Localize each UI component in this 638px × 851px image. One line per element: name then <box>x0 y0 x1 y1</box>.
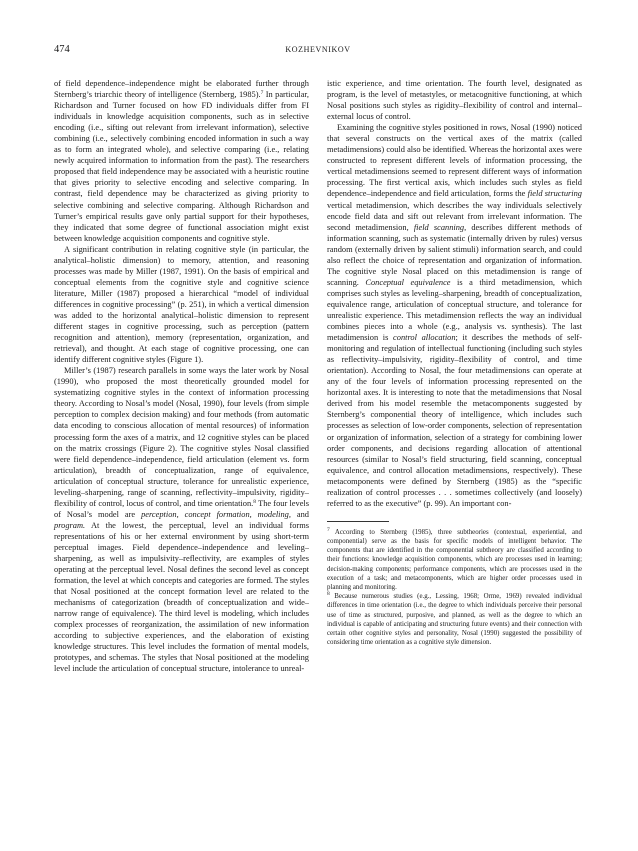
footnote-ref-8: 8 <box>253 498 257 505</box>
footnote-8: $^8$ Because numerous studies (e.g., Lessing, 1968; Orme, 1969) revealed individual differences in time orientation (i.e., the degree to which individuals perceive their personal use of time as structured, purposive, and planned, as well as the degree to which an individual is capable of anticipating and structuring future events) and their connection with certain other cognitive styles and personality, Nosal (1990) suggested the possibility of considering time orientation as a cognitive style dimension. <box>327 591 582 647</box>
left-column <box>54 78 309 675</box>
footnote-rule <box>327 521 389 522</box>
footnotes <box>327 521 582 648</box>
page-header <box>54 44 582 60</box>
paragraph: istic experience, and time orientation. The fourth level, designated as program, is the level of metastyles, or metacognitive functioning, at which Nosal positions such styles as rigidity–flexibility of control and internal–external locus of control. <box>327 79 582 122</box>
paragraph: Examining the cognitive styles positioned in rows, Nosal (1990) noticed that several constructs on the vertical axes of the matrix (called metadimensions) could also be identified. Whereas the horizontal axes were constructed to represent different levels of information processing, the vertical metadimensions seemed to represent different ways of information processing. The first vertical axis, which includes such styles as field dependence–independence and field articulation, forms the field structuring vertical metadimension, which describes the way individuals selectively encode field data and sift out relevant from irrelevant information. The second metadimension, field scanning, describes different methods of information scanning, such as systematic (internally driven by rules) versus random (externally driven by salient stimuli) information search, and could also reflect the choice of representation and organization of information. The cognitive style Nosal placed on this metadimension is range of scanning. Conceptual equivalence is a third metadimension, which comprises such styles as leveling–sharpening, breadth of conceptualization, equivalence range, articulation of conceptual structure, and tolerance for unrealistic experience. This metadimension reflects the way an individual combines pieces into a whole (e.g., analysis vs. synthesis). The last metadimension is control allocation; it describes the methods of self-monitoring and regulation of intellectual functioning (including such styles as reflectivity–impulsivity, rigidity–flexibility of control, and time orientation). According to Nosal, the four metadimensions can operate at any of the four levels of information processing represented on the horizontal axes. It is interesting to note that the metadimensions that Nosal derived from his model resemble the metacomponents suggested by Sternberg’s componential theory of intelligence, which includes such processes as selection of low-order components, selection of representation or organization of information, selection of a strategy for combining lower order components, and decisions regarding allocation of attentional resources (similar to Nosal’s field structuring, field scanning, conceptual equivalence, and control allocation metadimensions, respectively). These metacomponents were defined by Sternberg (1985) as the “specific realization of control processes . . . sometimes collectively (and loosely) referred to as the executive” (p. 99). An important con- <box>327 123 582 508</box>
paragraph: Miller’s (1987) research parallels in some ways the later work by Nosal (1990), who proposed the most theoretically grounded model for systematizing cognitive styles in the context of information processing theory. According to Nosal’s model (Nosal, 1990), four levels (from simple perception to complex decision making) and four methods (from automatic data encoding to conscious allocation of mental resources) of information processing form the axes of a matrix, and 12 cognitive styles can be placed on the matrix crossings (Figure 2). The cognitive styles Nosal classified were field dependence–independence, field articulation (element vs. form articulation), breadth of conceptualization, range of equivalence, articulation of conceptual structure, tolerance for unrealistic experience, leveling–sharpening, range of scanning, reflectivity–impulsivity, rigidity–flexibility of control, locus of control, and time orientation.$^8$ The four levels of Nosal’s model are perception, concept formation, modeling, and program. At the lowest, the perceptual, level an individual forms representations of his or her external environment by using short-term perceptual images. Field dependence–independence and leveling–sharpening, as well as impulsivity–reflectivity, are examples of styles operating at the perceptual level. Nosal defines the second level as concept formation, the level at which concepts and categories are formed. The styles that Nosal positioned at the concept formation level are related to the mechanisms of categorization (breadth of conceptualization and wide–narrow range of equivalence). The third level is modeling, which includes complex processes of reorganization, the assimilation of new information according to subjective experiences, and the elaboration of existing knowledge structures. This level includes the formation of mental models, prototypes, and schemas. The styles that Nosal positioned at the modeling level include the articulation of conceptual structure, intolerance to unreal- <box>54 366 309 674</box>
paragraph: of field dependence–independence might be elaborated further through Sternberg’s triarchic theory of intelligence (Sternberg, 1985).$^7$ In particular, Richardson and Turner focused on how FD individuals differ from FI individuals in knowledge acquisition components, such as in selective encoding (i.e., sifting out relevant from irrelevant information), selective combining (i.e., selectively combining encoded information in such a way as to form an integrated whole), and selective comparing (i.e., relating newly acquired information to information from the past). The researchers proposed that field independence may be associated with a heuristic routine that gives priority to selective encoding and selective comparing. In contrast, field dependence may be characterized as giving priority to selective combining and selective comparing. Although Richardson and Turner’s empirical results gave only partial support for their hypotheses, they indicated that some degree of functional association might exist between knowledge acquisition components and cognitive style. <box>54 79 309 243</box>
page-number: 474 <box>54 44 70 55</box>
running-head: KOZHEVNIKOV <box>285 45 351 54</box>
right-column <box>327 78 582 647</box>
footnote-7: $^7$ According to Sternberg (1985), three subtheories (contextual, experiential, and componential) serve as the basis for specific models of intelligent behavior. The components that are identified in the componential subtheory are classified according to their functions: knowledge acquisition components, which are processes used in learning; decision-making components; performance components, which are processes used in the execution of a task; and metacomponents, which are higher order processes used in planning and monitoring. <box>327 526 582 592</box>
footnote-ref-7: 7 <box>260 90 264 97</box>
paragraph: A significant contribution in relating cognitive style (in particular, the analytical–holistic dimension) to memory, attention, and reasoning processes was made by Miller (1987, 1991). On the basis of empirical and conceptual elements from the cognitive style and cognitive science literature, Miller (1987) proposed a hierarchical “model of individual differences in cognitive processing” (p. 251), in which a vertical dimension was added to the horizontal analytical–holistic dimension to represent different stages in cognitive processing, such as perception (pattern recognition and attention), memory (representation, organization, and retrieval), and thought. At each stage of cognitive processing, one can identify different cognitive styles (Figure 1). <box>54 244 309 365</box>
